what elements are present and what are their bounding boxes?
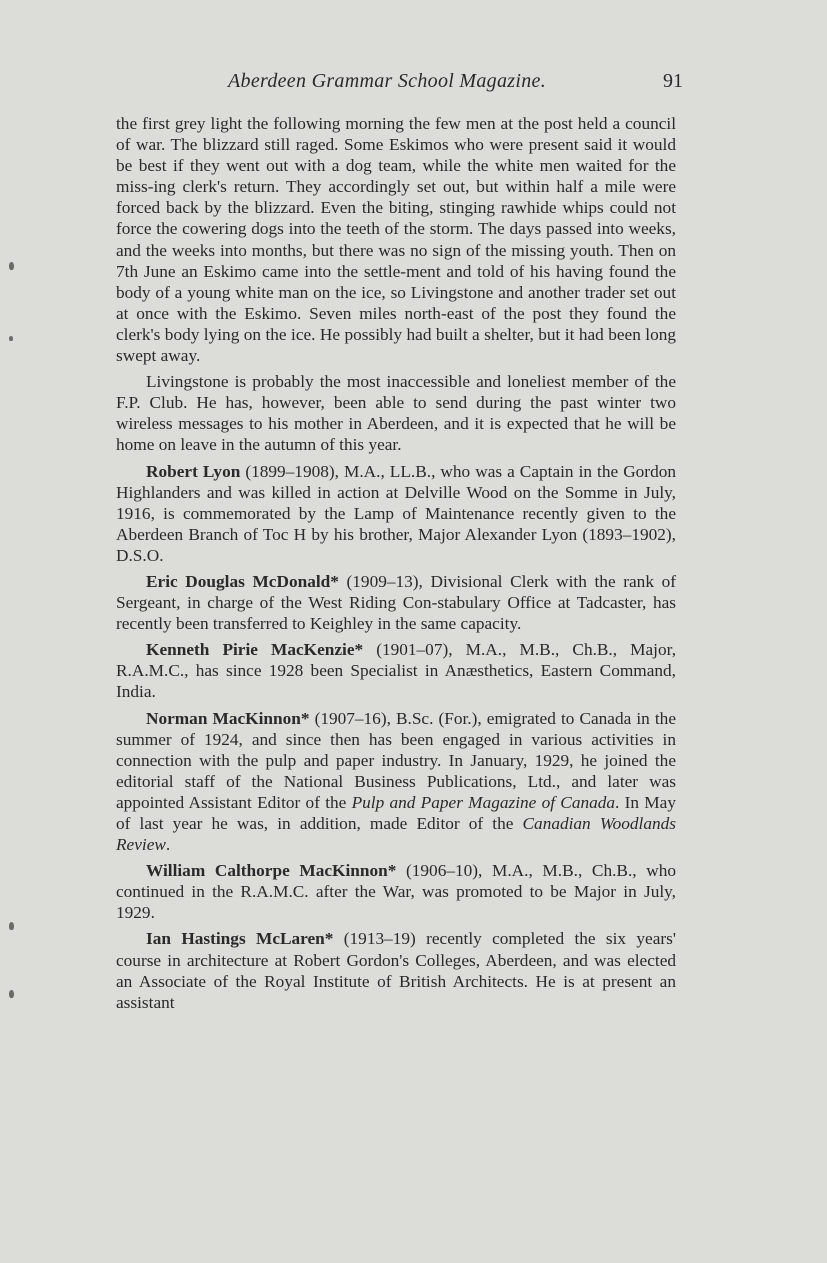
magazine-title: Aberdeen Grammar School Magazine. [228,70,546,92]
person-name: Kenneth Pirie MacKenzie* [146,640,364,660]
person-name: Eric Douglas McDonald* [146,571,339,591]
paragraph-text: the first grey light the following morning the few men at the post held a council of war. The blizzard still raged. Some Eskimos who were present said it would be best if they went out with a dog team, while the white men waited for the miss-ing clerk's return. They accordingly set out, but within half a mile were forced back by the blizzard. Even the biting, stinging rawhide whips could not force the cowering dogs into the teeth of the storm. The days passed into weeks, and the weeks into months, but there was no sign of the missing youth. Then on 7th June an Eskimo came into the settle-ment and told of his having found the body of a young white man on the ice, so Livingstone and another trader set out at once with the Eskimo. Seven miles north-east of the post they found the clerk's body lying on the ice. He possibly had built a shelter, but it had been long swept away. [116,114,676,366]
paragraph-text: (1909–13), Divisional Clerk with the rank of Sergeant, in charge of the West Riding Con-stabulary Office at Tadcaster, has recently been transferred to Keighley in the same capacity. [116,571,676,634]
paragraph [116,928,676,1012]
paragraph [116,571,676,634]
person-name: Norman MacKinnon* [146,708,310,728]
paragraph-text: Livingstone is probably the most inaccessible and loneliest member of the F.P. Club. He has, however, been able to send during the past winter two wireless messages to his mother in Aberdeen, and it is expected that he will be home on leave in the autumn of this year. [116,372,676,455]
paragraph-text: (1901–07), M.A., M.B., Ch.B., Major, R.A.M.C., has since 1928 been Specialist in Anæsthetics, Eastern Command, India. [116,640,677,702]
paragraph [116,860,676,923]
person-name: Ian Hastings McLaren* [146,929,334,949]
paragraph-text: . In May of last year he was, in addition, made Editor of the [116,792,676,833]
paragraph [116,639,676,702]
paragraph [116,113,676,366]
margin-speck [9,262,14,270]
paragraph [116,461,676,566]
paragraph-text: (1899–1908), M.A., LL.B., who was a Captain in the Gordon Highlanders and was killed in action at Delville Wood on the Somme in July, 1916, is commemorated by the Lamp of Maintenance recently given to the Aberdeen Branch of Toc H by his brother, Major Alexander Lyon (1893–1902), D.S.O. [116,461,676,565]
paragraph-text: (1913–19) recently completed the six years' course in architecture at Robert Gordon's Colleges, Aberdeen, and was elected an Associate of the Royal Institute of British Architects. He is at present an assistant [116,929,676,1012]
page-number: 91 [663,70,683,92]
person-name: Robert Lyon [146,461,241,481]
article-body [116,113,676,1018]
paragraph-text: . [165,835,171,855]
publication-title: Canadian Woodlands Review [116,814,677,855]
margin-speck [9,922,14,930]
paragraph-text: (1907–16), B.Sc. (For.), emigrated to Canada in the summer of 1924, and since then has been engaged in various activities in connection with the pulp and paper industry. In January, 1929, he joined the editorial staff of the National Business Publications, Ltd., and later was appointed Assistant Editor of the [116,708,676,812]
paragraph-text: (1906–10), M.A., M.B., Ch.B., who continued in the R.A.M.C. after the War, was promoted to be Major in July, 1929. [116,861,676,923]
running-header [228,70,683,98]
publication-title: Pulp and Paper Magazine of Canada [351,792,616,812]
margin-speck [9,990,14,998]
paragraph [116,708,676,856]
person-name: William Calthorpe MacKinnon* [146,861,397,881]
paragraph [116,371,676,455]
margin-speck [9,336,13,341]
